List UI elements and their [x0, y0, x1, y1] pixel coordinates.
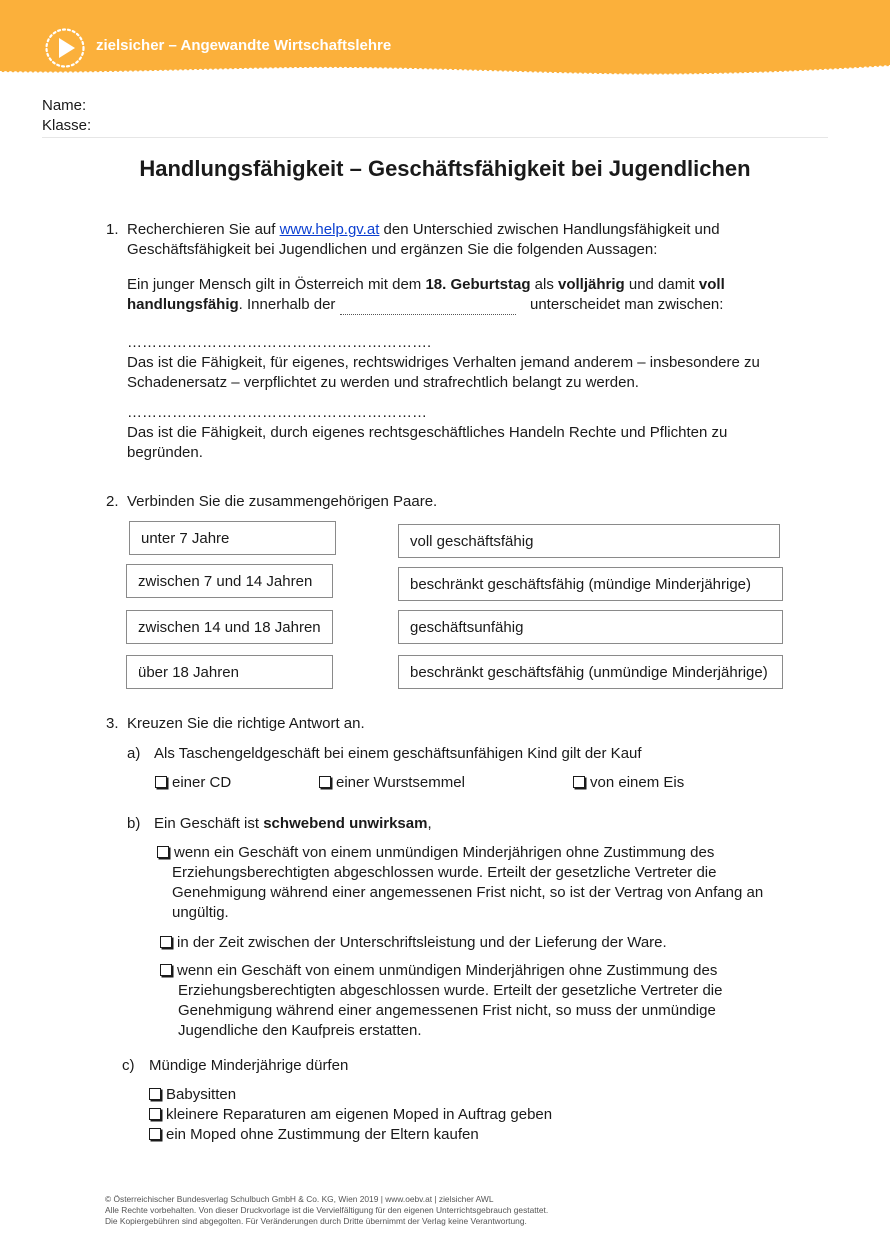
- footer-line: Die Kopiergebühren sind abgegolten. Für Veränderungen durch Dritte übernimmt der Verlag keine Verantwortung.: [105, 1216, 527, 1226]
- checkbox-option[interactable]: von einem Eis: [573, 773, 684, 793]
- definition-2-line1: Das ist die Fähigkeit, durch eigenes rechtsgeschäftliches Handeln Rechte und Pflichten zu: [127, 424, 728, 441]
- task1-intro-line1: Recherchieren Sie auf www.help.gv.at den Unterschied zwischen Handlungsfähigkeit und: [127, 221, 720, 238]
- divider: [42, 137, 828, 138]
- checkbox-icon[interactable]: [149, 1108, 161, 1120]
- capacity-box[interactable]: beschränkt geschäftsfähig (unmündige Minderjährige): [398, 655, 783, 689]
- task1-intro-line2: Geschäftsfähigkeit bei Jugendlichen und ergänzen Sie die folgenden Aussagen:: [127, 241, 658, 258]
- subtask-label: a): [127, 745, 141, 762]
- footer: [105, 1194, 548, 1227]
- task1-statement-line2-end: unterscheidet man zwischen:: [530, 296, 724, 313]
- fill-in-blank-2[interactable]: ……………………………………………………: [127, 404, 427, 421]
- checkbox-icon[interactable]: [319, 776, 331, 788]
- checkbox-option[interactable]: Babysitten: [149, 1085, 236, 1105]
- checkbox-icon[interactable]: [149, 1088, 161, 1100]
- help-link[interactable]: www.help.gv.at: [279, 221, 380, 238]
- capacity-box[interactable]: beschränkt geschäftsfähig (mündige Minderjährige): [398, 567, 783, 601]
- fill-in-blank-1[interactable]: …………………………………………………….: [127, 334, 432, 351]
- subtask-label: b): [127, 815, 141, 832]
- name-label: Name:: [42, 97, 87, 114]
- capacity-box[interactable]: voll geschäftsfähig: [398, 524, 780, 558]
- age-box[interactable]: über 18 Jahren: [126, 655, 333, 689]
- age-box[interactable]: zwischen 14 und 18 Jahren: [126, 610, 333, 644]
- task1-statement-line2: handlungsfähig. Innerhalb der: [127, 296, 336, 313]
- checkbox-icon[interactable]: [160, 936, 172, 948]
- subtask-a-question: Als Taschengeldgeschäft bei einem geschäftsunfähigen Kind gilt der Kauf: [154, 745, 642, 762]
- fill-in-blank[interactable]: [340, 313, 516, 315]
- option-text: ungültig.: [172, 904, 229, 921]
- checkbox-option[interactable]: wenn ein Geschäft von einem unmündigen Minderjährigen ohne Zustimmung des: [160, 961, 717, 981]
- task1-statement-line1: Ein junger Mensch gilt in Österreich mit dem 18. Geburtstag als volljährig und damit voll: [127, 276, 725, 293]
- subtask-label: c): [122, 1057, 135, 1074]
- task-number: 3.: [106, 715, 119, 732]
- checkbox-option[interactable]: einer CD: [155, 773, 231, 793]
- definition-1-line1: Das ist die Fähigkeit, für eigenes, rechtswidriges Verhalten jemand anderem – insbesondere zu: [127, 354, 760, 371]
- subtask-c-question: Mündige Minderjährige dürfen: [149, 1057, 349, 1074]
- checkbox-option[interactable]: wenn ein Geschäft von einem unmündigen Minderjährigen ohne Zustimmung des: [157, 843, 714, 863]
- definition-1-line2: Schadenersatz – verpflichtet zu werden und strafrechtlich belangt zu werden.: [127, 374, 639, 391]
- checkbox-icon[interactable]: [160, 964, 172, 976]
- checkbox-option[interactable]: einer Wurstsemmel: [319, 773, 465, 793]
- option-text: Jugendliche den Kaufpreis erstatten.: [178, 1022, 422, 1039]
- task-number: 1.: [106, 221, 119, 238]
- option-text: Erziehungsberechtigten abgeschlossen wurde. Erteilt der gesetzliche Vertreter die: [178, 982, 723, 999]
- checkbox-icon[interactable]: [157, 846, 169, 858]
- checkbox-icon[interactable]: [573, 776, 585, 788]
- definition-2-line2: begründen.: [127, 444, 203, 461]
- page-title: Handlungsfähigkeit – Geschäftsfähigkeit bei Jugendlichen: [139, 156, 751, 181]
- task2-instruction: Verbinden Sie die zusammengehörigen Paare.: [127, 493, 438, 510]
- age-box[interactable]: unter 7 Jahre: [129, 521, 336, 555]
- play-icon: [44, 27, 86, 69]
- checkbox-icon[interactable]: [149, 1128, 161, 1140]
- task3-instruction: Kreuzen Sie die richtige Antwort an.: [127, 715, 365, 732]
- checkbox-option[interactable]: kleinere Reparaturen am eigenen Moped in Auftrag geben: [149, 1105, 552, 1125]
- subtask-b-question: Ein Geschäft ist schwebend unwirksam,: [154, 815, 432, 832]
- option-text: Genehmigung während einer angemessenen Frist nicht, so muss der unmündige: [178, 1002, 716, 1019]
- footer-line: Alle Rechte vorbehalten. Von dieser Druckvorlage ist die Vervielfältigung für den eigenen Unterrichtsgebrauch gestattet.: [105, 1205, 549, 1215]
- footer-line: © Österreichischer Bundesverlag Schulbuch GmbH & Co. KG, Wien 2019 | www.oebv.at | zielsicher AWL: [105, 1194, 494, 1204]
- checkbox-icon[interactable]: [155, 776, 167, 788]
- option-text: Genehmigung während einer angemessenen Frist nicht, so ist der Vertrag von Anfang an: [172, 884, 764, 901]
- age-box[interactable]: zwischen 7 und 14 Jahren: [126, 564, 333, 598]
- brand-title: zielsicher – Angewandte Wirtschaftslehre: [96, 37, 392, 54]
- capacity-box[interactable]: geschäftsunfähig: [398, 610, 783, 644]
- option-text: Erziehungsberechtigten abgeschlossen wurde. Erteilt der gesetzliche Vertreter die: [172, 864, 717, 881]
- class-label: Klasse:: [42, 117, 92, 134]
- checkbox-option[interactable]: ein Moped ohne Zustimmung der Eltern kaufen: [149, 1125, 479, 1145]
- task-number: 2.: [106, 493, 119, 510]
- checkbox-option[interactable]: in der Zeit zwischen der Unterschriftsleistung und der Lieferung der Ware.: [160, 933, 667, 953]
